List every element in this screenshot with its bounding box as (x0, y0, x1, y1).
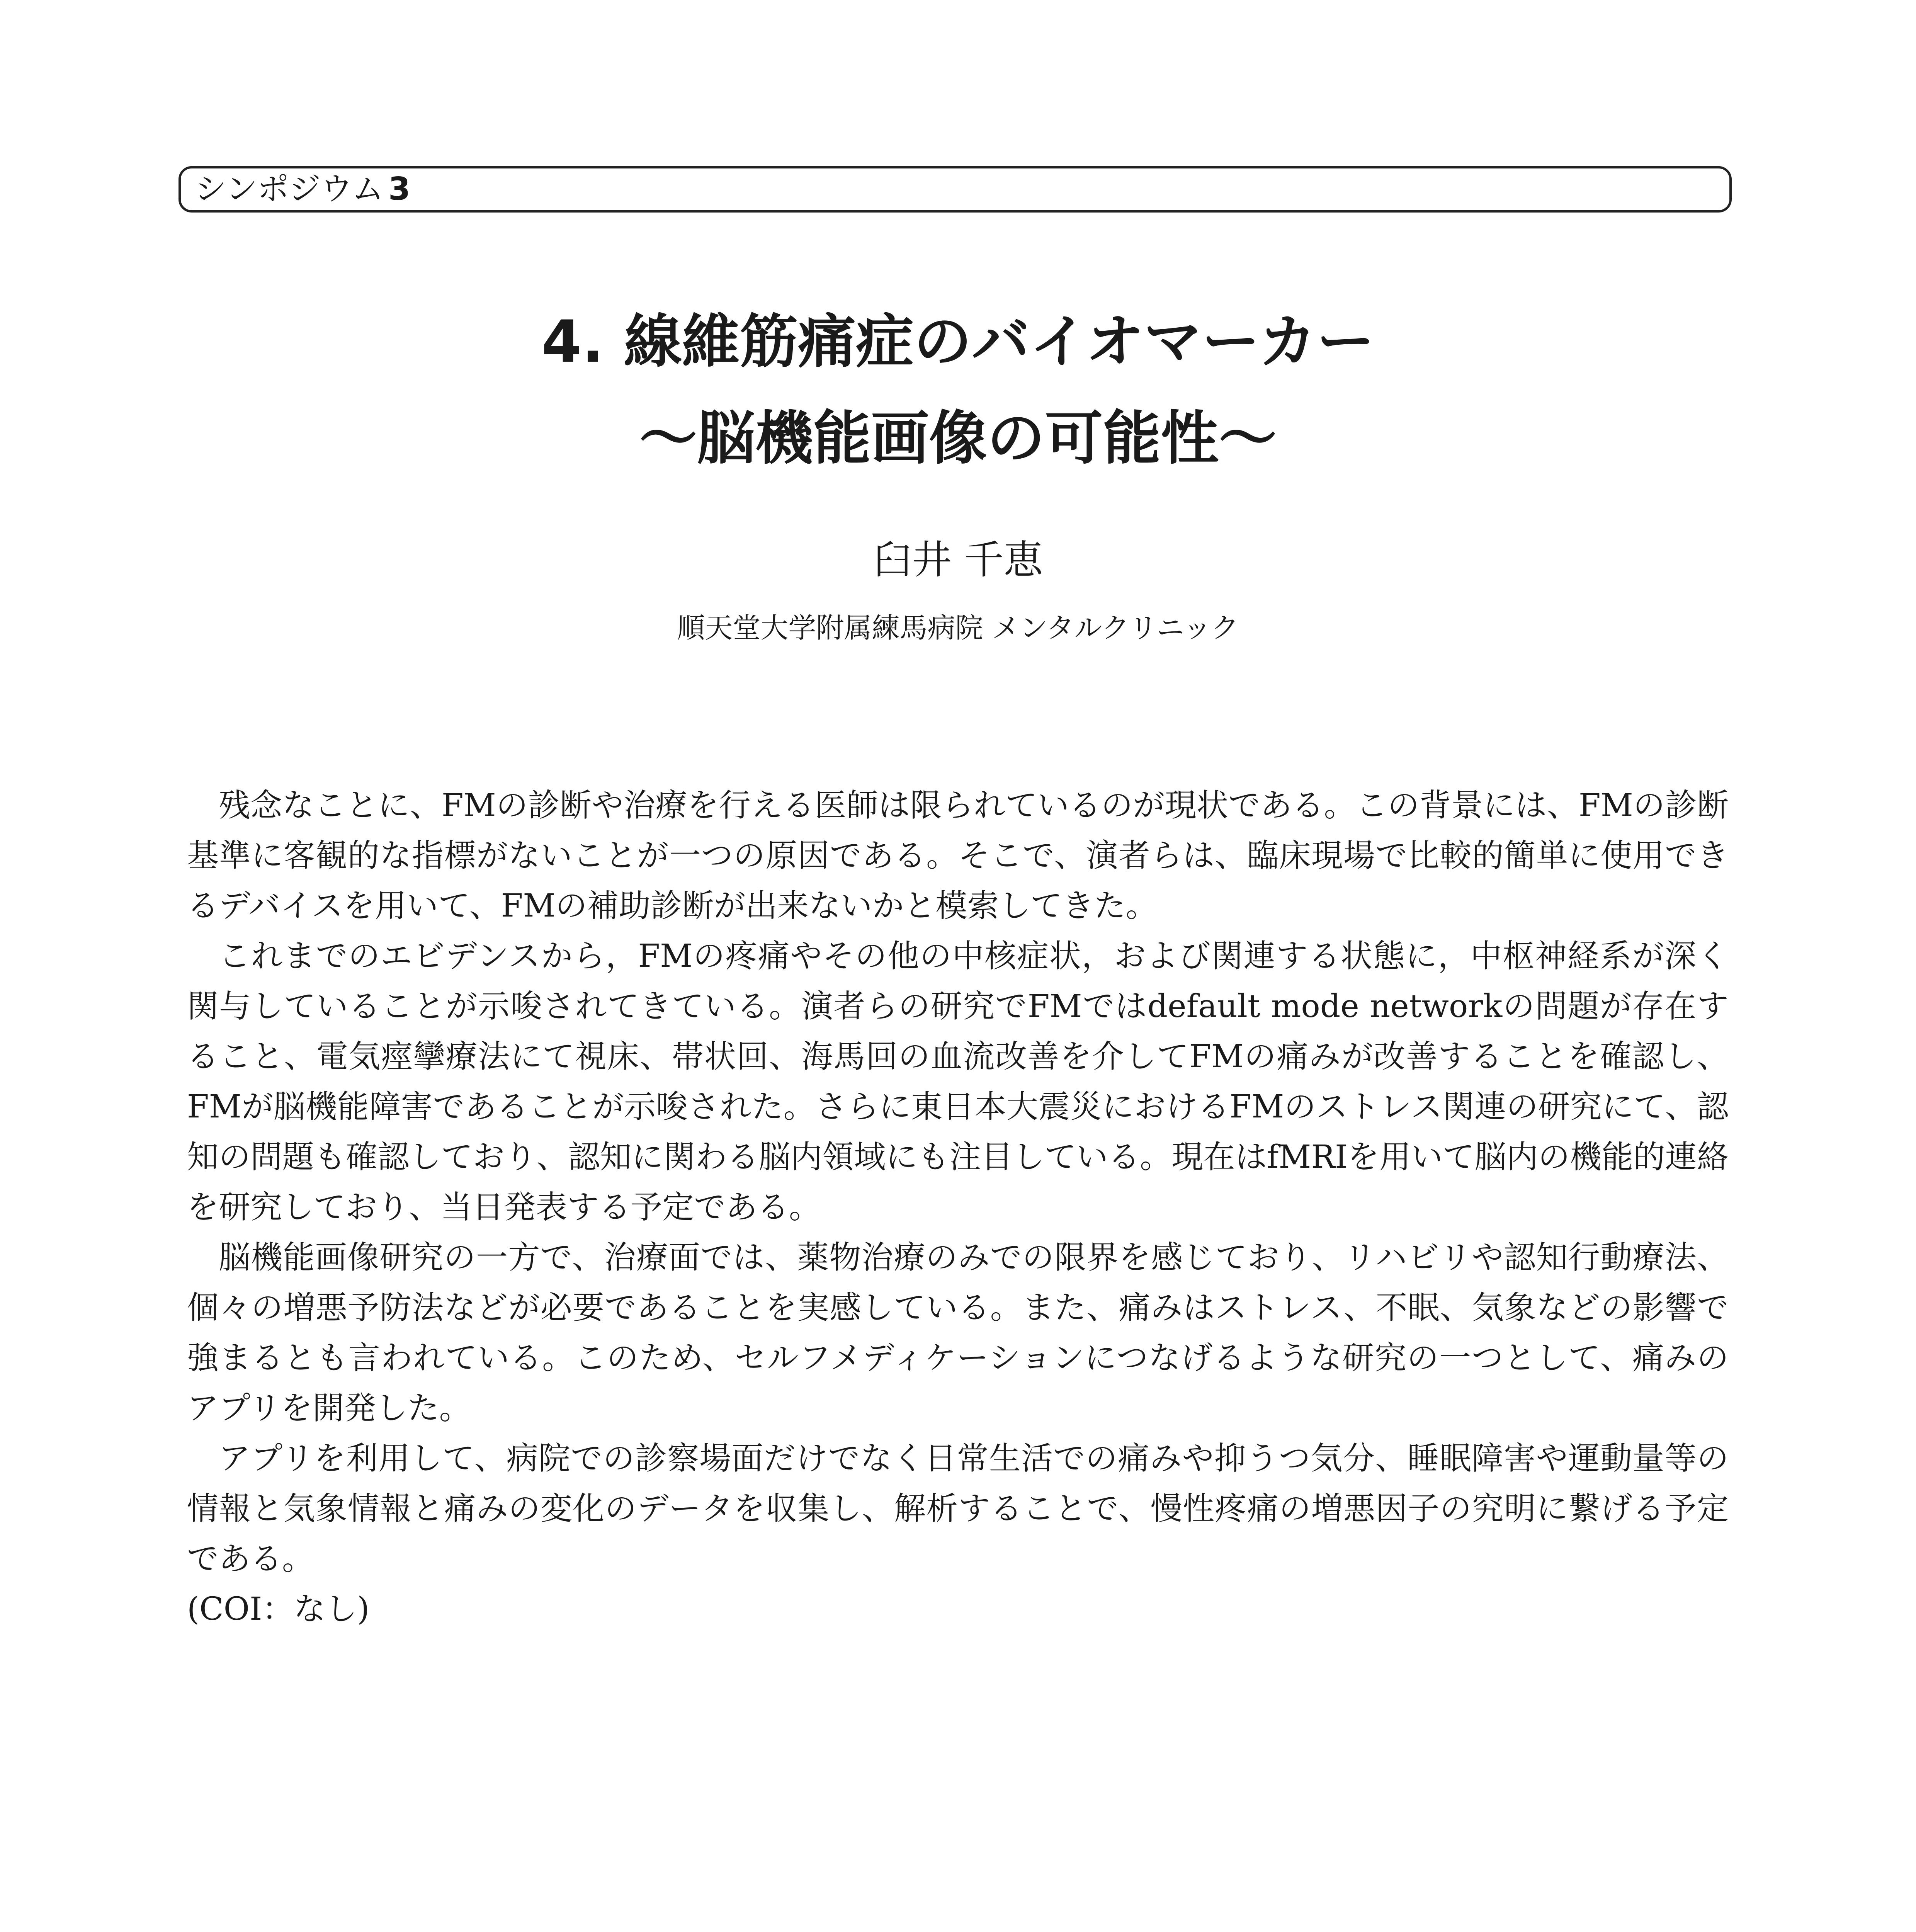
author-affiliation: 順天堂大学附属練馬病院 メンタルクリニック (677, 612, 1239, 644)
page-title (0, 294, 1916, 487)
title-line-2: ～脳機能画像の可能性～ (639, 405, 1277, 472)
section-number: 3 (388, 171, 411, 207)
body-paragraph-2: これまでのエビデンスから，FMの疼痛やその他の中核症状，および関連する状態に，中枢神経系が深く関与していることが示唆されてきている。演者らの研究でFMではdefault mode networkの問題が存在すること、電気痙攣療法にて視床、帯状回、海馬回の血流改善を介してFMの痛みが改善することを確認し、FMが脳機能障害であることが示唆された。さらに東日本大震災におけるFMのストレス関連の研究にて、認知の問題も確認しており、認知に関わる脳内領域にも注目している。現在はfMRIを用いて脳内の機能的連絡を研究しており、当日発表する予定である。 (187, 938, 1729, 1226)
author-name: 臼井 千恵 (873, 537, 1043, 583)
abstract-body (187, 781, 1729, 1634)
section-header-box (179, 166, 1732, 213)
body-paragraph-4: アプリを利用して、病院での診察場面だけでなく日常生活での痛みや抑うつ気分、睡眠障害や運動量等の情報と気象情報と痛みの変化のデータを収集し、解析することで、慢性疼痛の増悪因子の究明に繋げる予定である。 (187, 1440, 1729, 1577)
body-paragraph-3: 脳機能画像研究の一方で、治療面では、薬物治療のみでの限界を感じており、リハビリや認知行動療法、個々の増悪予防法などが必要であることを実感している。また、痛みはストレス、不眠、気象などの影響で強まるとも言われている。このため、セルフメディケーションにつなげるような研究の一つとして、痛みのアプリを開発した。 (187, 1239, 1729, 1427)
section-label: シンポジウム (195, 171, 384, 207)
coi-statement: (COI：なし) (187, 1591, 370, 1628)
title-line-1: 4. 線維筋痛症のバイオマーカー (541, 308, 1375, 376)
body-paragraph-1: 残念なことに、FMの診断や治療を行える医師は限られているのが現状である。この背景には、FMの診断基準に客観的な指標がないことが一つの原因である。そこで、演者らは、臨床現場で比較的簡単に使用できるデバイスを用いて、FMの補助診断が出来ないかと模索してきた。 (187, 787, 1729, 924)
